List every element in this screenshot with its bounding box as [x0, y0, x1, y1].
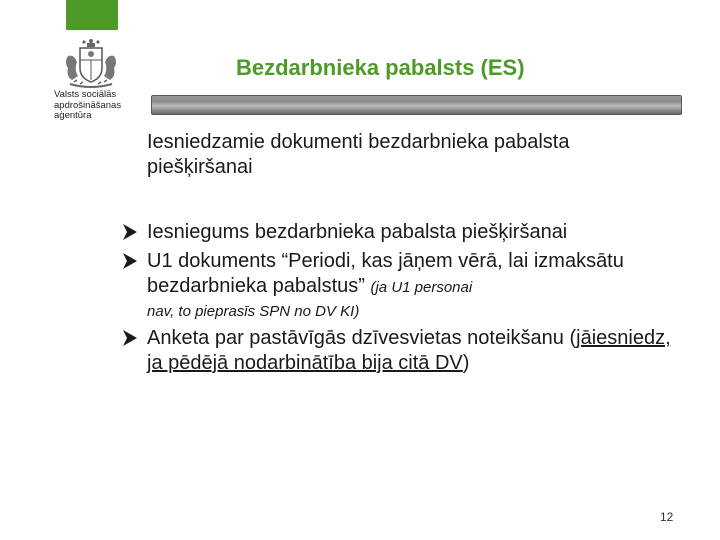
subheading: Iesniedzamie dokumenti bezdarbnieka pabalsta piešķiršanai: [147, 131, 570, 178]
bullet-note-2a: (ja U1 personai: [370, 279, 473, 296]
agency-name-line1: Valsts sociālās: [54, 89, 117, 100]
paren-open: (: [569, 327, 577, 349]
arrow-bullet-icon: [120, 221, 140, 243]
list-item: [120, 326, 680, 376]
list-item: [120, 249, 680, 322]
agency-name-line2: apdrošināšanas: [54, 99, 122, 111]
green-accent-block: [66, 0, 118, 30]
bullet-list: [120, 220, 680, 380]
bullet-text-3: Anketa par pastāvīgās dzīvesvietas noteikšanu: [147, 327, 564, 349]
bullet-note-2b: nav, to pieprasīs SPN no DV KI): [147, 303, 360, 320]
slide-title: Bezdarbnieka pabalsts (ES): [236, 55, 525, 80]
arrow-bullet-icon: [120, 250, 140, 272]
agency-logo: [40, 30, 150, 130]
agency-name-line3: aģentūra: [54, 110, 92, 121]
bullet-text-2: U1 dokuments “Periodi, kas jāņem vērā, lai izmaksātu bezdarbnieka pabalstus”: [147, 250, 624, 297]
coat-of-arms-icon: [60, 36, 122, 90]
paren-close: ): [462, 352, 470, 374]
arrow-bullet-icon: [120, 327, 140, 349]
title-divider-bar: [151, 95, 682, 115]
bullet-text-1: Iesniegums bezdarbnieka pabalsta piešķiršanai: [147, 221, 568, 243]
agency-name: [54, 90, 144, 122]
bullet-note-3-underlined: jāiesniedz, ja pēdējā nodarbinātība bija citā DV: [147, 327, 671, 374]
page-number: 12: [660, 510, 674, 524]
list-item: [120, 220, 680, 245]
